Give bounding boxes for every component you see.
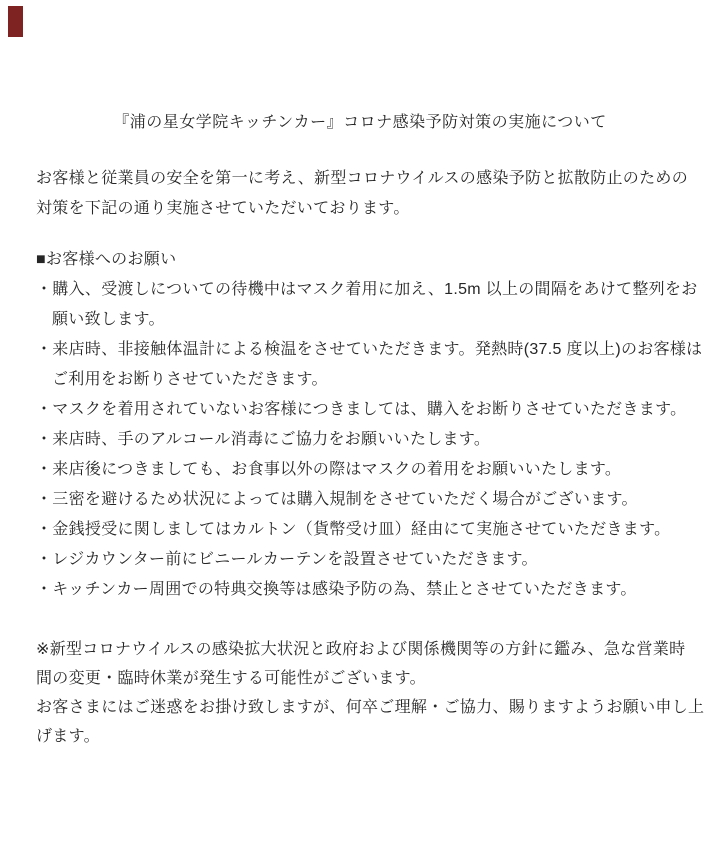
intro-line: お客様と従業員の安全を第一に考え、新型コロナウイルスの感染予防と拡散防止のための bbox=[36, 170, 689, 187]
request-item bbox=[36, 515, 686, 545]
request-item bbox=[36, 275, 698, 335]
request-line: ・金銭授受に関しましてはカルトン（貨幣受け皿）経由にて実施させていただきます。 bbox=[36, 521, 671, 538]
red-corner-mark bbox=[8, 6, 23, 37]
request-line: ・来店後につきましても、お食事以外の際はマスクの着用をお願いいたします。 bbox=[36, 461, 622, 478]
customer-requests-section bbox=[36, 245, 703, 605]
intro-paragraph bbox=[36, 164, 689, 224]
request-line: ・レジカウンター前にビニールカーテンを設置させていただきます。 bbox=[36, 551, 538, 568]
request-line: ・マスクを着用されていないお客様につきましては、購入をお断りさせていただきます。 bbox=[36, 401, 687, 418]
document-title: 『浦の星女学院キッチンカー』コロナ感染予防対策の実施について bbox=[113, 114, 607, 131]
request-line: ・購入、受渡しについての待機中はマスク着用に加え、1.5m 以上の間隔をあけて整列をお bbox=[36, 281, 698, 298]
request-line: ・来店時、手のアルコール消毒にご協力をお願いいたします。 bbox=[36, 431, 491, 448]
document-body bbox=[0, 164, 720, 751]
request-item bbox=[36, 575, 686, 605]
request-item bbox=[36, 485, 686, 515]
notes-line: げます。 bbox=[36, 728, 100, 745]
request-line: ・来店時、非接触体温計による検温をさせていただきます。発熱時(37.5 度以上)のお客様は bbox=[36, 341, 703, 358]
request-item bbox=[36, 455, 686, 485]
notes-line: 間の変更・臨時休業が発生する可能性がございます。 bbox=[36, 670, 426, 687]
request-line-continuation: 願い致します。 bbox=[52, 311, 165, 328]
section-heading: ■お客様へのお願い bbox=[36, 251, 177, 268]
notes-paragraph bbox=[36, 635, 705, 751]
request-item bbox=[36, 545, 686, 575]
request-line: ・キッチンカー周囲での特典交換等は感染予防の為、禁止とさせていただきます。 bbox=[36, 581, 637, 598]
request-line: ・三密を避けるため状況によっては購入規制をさせていただく場合がございます。 bbox=[36, 491, 638, 508]
request-item bbox=[36, 425, 686, 455]
request-item bbox=[36, 395, 686, 425]
intro-line: 対策を下記の通り実施させていただいております。 bbox=[36, 200, 410, 217]
notes-line: ※新型コロナウイルスの感染拡大状況と政府および関係機関等の方針に鑑み、急な営業時 bbox=[36, 641, 686, 658]
request-item bbox=[36, 335, 703, 395]
notes-line: お客さまにはご迷惑をお掛け致しますが、何卒ご理解・ご協力、賜りますようお願い申し上 bbox=[36, 699, 705, 716]
request-line-continuation: ご利用をお断りさせていただきます。 bbox=[52, 371, 328, 388]
